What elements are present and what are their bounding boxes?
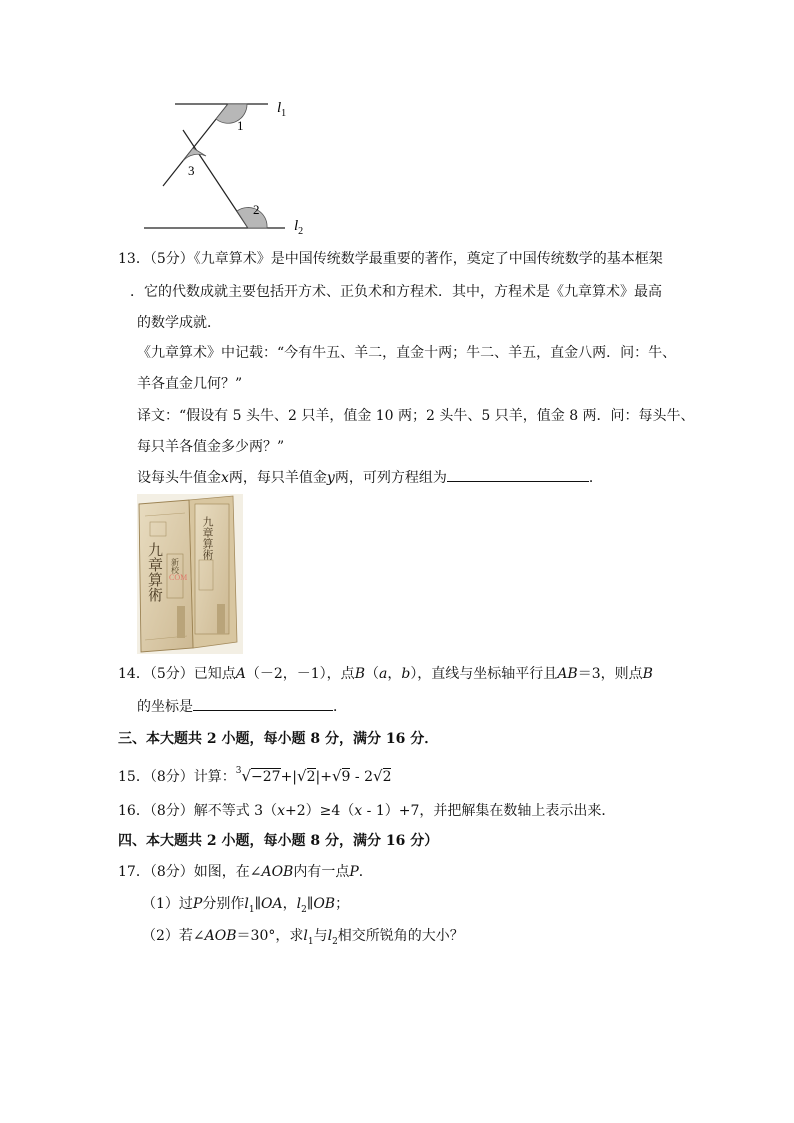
sqrt-sign: √ (297, 767, 307, 785)
q13-line7: 每只羊各值金多少两？” (137, 439, 285, 455)
parallel-lines-figure (130, 90, 320, 240)
q15-line: 15．（8分）计算：$^3$√−27+|√2|+√9 - 2√2 (118, 766, 392, 785)
l1-label: $l_1$ (277, 100, 287, 119)
q13-line8: 设每头牛值金x两，每只羊值金y两，可列方程组为 ． (137, 467, 603, 488)
q13-line5: 羊各直金几何？” (137, 376, 243, 392)
q14-line2: 的坐标是 ． (137, 696, 347, 717)
book-watermark: COM (169, 573, 188, 582)
angle-2-label: 2 (253, 202, 260, 217)
book-subtitle: 新校 (170, 558, 180, 574)
q14-line1: 14．（5分）已知点A（－2，－1），点B（a，b），直线与坐标轴平行且AB＝3，则点B (118, 666, 653, 682)
q13-line4: 《九章算术》中记载：“今有牛五、羊二，直金十两；牛二、羊五，直金八两．问：牛、 (137, 345, 677, 361)
q13-line6: 译文：“假设有 5 头牛、2 只羊，值金 10 两；2 头牛、5 只羊，值金 8 两．问：每头牛、 (137, 408, 695, 424)
q13-line2: ．它的代数成就主要包括开方术、正负术和方程术．其中，方程术是《九章算术》最高 (130, 284, 662, 300)
q16-line: 16．（8分）解不等式 3（x+2）≥4（x - 1）+7，并把解集在数轴上表示出来． (118, 803, 616, 819)
q17-subquestion-2: （2）若∠AOB＝30°，求$l_1$与$l_2$相交所锐角的大小？ (142, 928, 464, 947)
angle-1-label: 1 (237, 118, 244, 133)
q13-line3: 的数学成就． (137, 315, 221, 331)
q13-answer-blank[interactable] (447, 467, 589, 482)
book-illustration (137, 494, 243, 654)
cube-root-index: 3 (235, 766, 242, 776)
jiuzhang-suanshu-book-image (137, 494, 243, 654)
q17-line1: 17．（8分）如图，在∠AOB内有一点P． (118, 864, 373, 880)
l2-label: $l_2$ (294, 218, 304, 237)
cube-root-sign: √ (241, 767, 252, 785)
q14-answer-blank[interactable] (193, 696, 333, 711)
book-title-calligraphy: 九章算術 (146, 542, 162, 602)
book-spine-title: 九章算術 (201, 516, 213, 560)
sqrt-sign: √ (373, 767, 383, 785)
q17-subquestion-1: （1）过P分别作$l_1\parallel OA$，$l_2\parallel OB$； (142, 896, 350, 915)
section-4-heading: 四、本大题共 2 小题，每小题 8 分，满分 16 分） (118, 833, 439, 849)
sqrt-sign: √ (331, 767, 342, 785)
angle-3-label: 3 (188, 163, 195, 178)
section-3-heading: 三、本大题共 2 小题，每小题 8 分，满分 16 分． (118, 731, 439, 747)
q13-line1: 13．（5分）《九章算术》是中国传统数学最重要的著作，奠定了中国传统数学的基本框架 (118, 251, 663, 267)
